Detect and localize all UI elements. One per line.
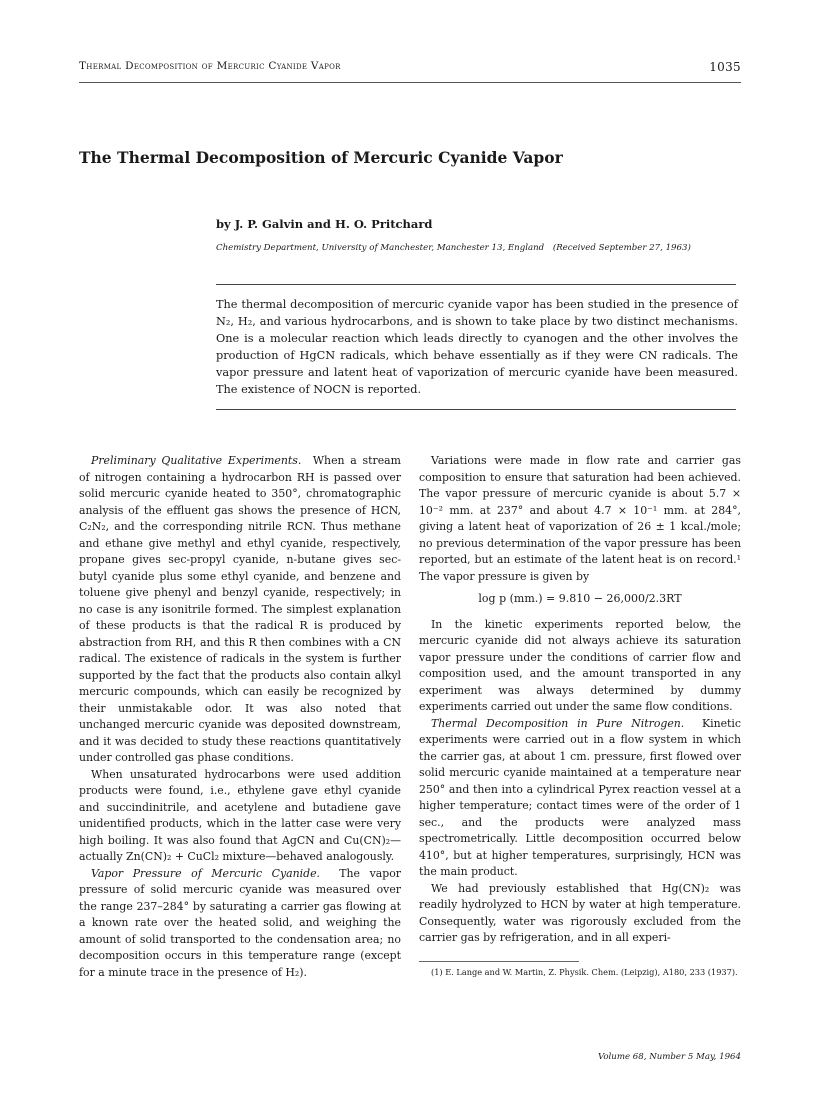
- section-heading: Preliminary Qualitative Experiments.: [91, 454, 302, 467]
- article-authors: by J. P. Galvin and H. O. Pritchard: [216, 217, 433, 231]
- abstract: The thermal decomposition of mercuric cyanide vapor has been studied in the presence of N₂, H₂, and various hydrocarbons, and is shown to take place by two distinct mechanisms. One is a molecular reaction which leads directly to cyanogen and the other involves the production of HgCN radicals, which behave essentially as if they were CN radicals. The vapor pressure and latent heat of vaporization of mercuric cyanide have been measured. The existence of NOCN is reported.: [216, 298, 738, 396]
- paragraph: We had previously established that Hg(CN)₂ was readily hydrolyzed to HCN by water at high temperature. Consequently, water was rigorously excluded from the carrier gas by refrigeration, and in all experi-: [419, 881, 741, 944]
- left-column: [79, 453, 401, 981]
- section-heading: Vapor Pressure of Mercuric Cyanide.: [91, 866, 321, 880]
- footnote: (1) E. Lange and W. Martin, Z. Physik. Chem. (Leipzig), A180, 233 (1937).: [431, 966, 738, 977]
- paragraph: [79, 866, 401, 982]
- page-number: 1035: [709, 60, 741, 74]
- paragraph: Variations were made in flow rate and carrier gas composition to ensure that saturation had been achieved. The vapor pressure of mercuric cyanide is about 5.7 × 10⁻² mm. at 237° and about 4.7 × 10⁻¹ mm. at 284°, giving a latent heat of vaporization of 26 ± 1 kcal./mole; no previous determination of the vapor pressure has been reported, but an estimate of the latent heat is on record.¹ The vapor pressure is given by: [419, 454, 741, 583]
- affiliation-line: [216, 243, 746, 253]
- paragraph-text: The vapor pressure of solid mercuric cyanide was measured over the range 237–284° by saturating a carrier gas flowing at a known rate over the heated solid, and weighing the amount of solid transported to the condensation area; no decomposition occurs in this temperature range (except for a minute trace in the presence of H₂).: [79, 866, 401, 979]
- abstract-top-rule: [216, 284, 736, 285]
- abstract-bottom-rule: [216, 409, 736, 410]
- paragraph: [419, 716, 741, 881]
- journal-footer: Volume 68, Number 5 May, 1964: [597, 1052, 741, 1062]
- paragraph: [79, 453, 401, 767]
- article-title: The Thermal Decomposition of Mercuric Cyanide Vapor: [79, 148, 563, 167]
- section-heading: Thermal Decomposition in Pure Nitrogen.: [431, 716, 685, 730]
- right-column: [419, 453, 741, 978]
- running-head-title: Thermal Decomposition of Mercuric Cyanide Vapor: [79, 60, 341, 72]
- footnote-divider: [419, 961, 579, 962]
- header-divider: [79, 82, 741, 83]
- running-head: [79, 60, 741, 80]
- paragraph: In the kinetic experiments reported below, the mercuric cyanide did not always achieve its saturation vapor pressure under the conditions of carrier flow and composition used, and the amount transported in any experiment was always determined by dummy experiments carried out under the same flow conditions.: [419, 617, 741, 713]
- vapor-pressure-equation: log p (mm.) = 9.810 − 26,000/2.3RT: [478, 592, 682, 605]
- received-date: (Received September 27, 1963): [552, 243, 691, 253]
- affiliation: Chemistry Department, University of Manchester, Manchester 13, England: [216, 243, 545, 253]
- paragraph-text: When a stream of nitrogen containing a hydrocarbon RH is passed over solid mercuric cyanide heated to 350°, chromatographic analysis of the effluent gas shows the presence of HCN, C₂N₂, and the corresponding nitrile RCN. Thus methane and ethane give methyl and ethyl cyanide, respectively, propane gives sec-propyl cyanide, n-butane gives sec-butyl cyanide plus some ethyl cyanide, and benzene and toluene give phenyl and benzyl cyanide, respectively; in no case is any isonitrile formed. The simplest explanation of these products is that the radical R is produced by abstraction from RH, and this R then combines with a CN radical. The existence of radicals in the system is further supported by the fact that the products also contain alkyl mercuric compounds, which can easily be recognized by their unmistakable odor. It was also noted that unchanged mercuric cyanide was deposited downstream, and it was decided to study these reactions quantitatively under controlled gas phase conditions.: [79, 454, 401, 764]
- paragraph: When unsaturated hydrocarbons were used addition products were found, i.e., ethylene gave ethyl cyanide and succindinitrile, and acetylene and butadiene gave unidentified products, which in the latter case were very high boiling. It was also found that AgCN and Cu(CN)₂—actually Zn(CN)₂ + CuCl₂ mixture—behaved analogously.: [79, 767, 401, 863]
- paragraph-text: Kinetic experiments were carried out in a flow system in which the carrier gas, at about 1 cm. pressure, first flowed over solid mercuric cyanide maintained at a temperature near 250° and then into a cylindrical Pyrex reaction vessel at a higher temperature; contact times were of the order of 1 sec., and the products were analyzed mass spectrometrically. Little decomposition occurred below 410°, but at higher temperatures, surprisingly, HCN was the main product.: [419, 716, 741, 878]
